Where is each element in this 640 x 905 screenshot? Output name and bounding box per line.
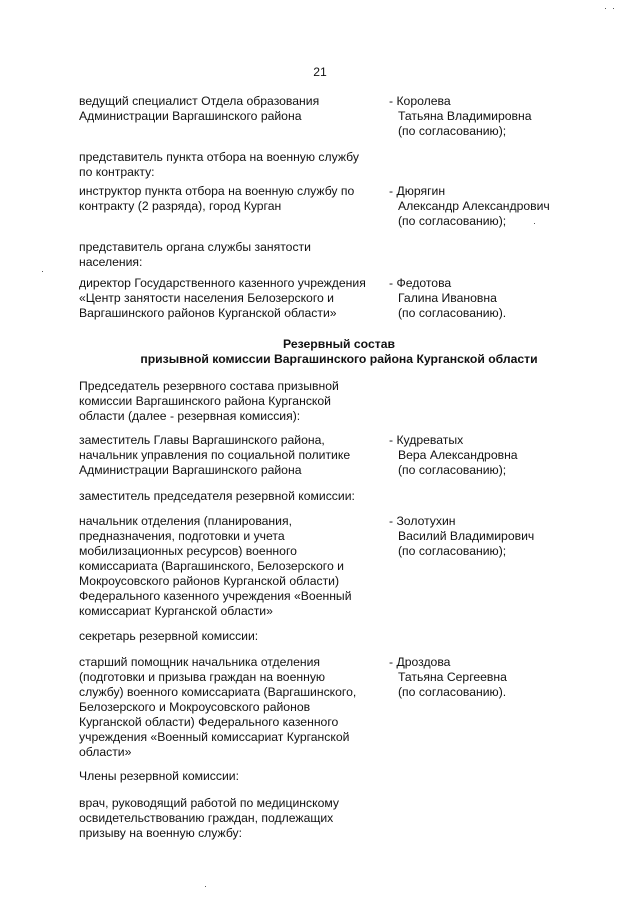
role-heading (79, 240, 389, 270)
role-heading (79, 150, 389, 180)
text-line: (подготовки и призыва граждан на военную (79, 670, 326, 684)
text-line: заместитель Главы Варгашинского района, (79, 433, 325, 447)
text-line: ведущий специалист Отдела образования (79, 94, 320, 108)
name-line: (по согласованию); (398, 214, 507, 228)
text-line: области» (79, 745, 132, 759)
name-line: (по согласованию); (398, 124, 507, 138)
scan-speck (534, 223, 535, 224)
text-line: комиссии Варгашинского района Курганской (79, 394, 331, 408)
role-heading (79, 489, 389, 504)
page-number: 21 (313, 65, 327, 79)
position-text (79, 276, 389, 321)
name-line: - Королева (389, 94, 451, 108)
name-line: (по согласованию). (398, 685, 507, 699)
text-line: Мокроусовского районов Курганской области) (79, 574, 340, 588)
text-line: Председатель резервного состава призывной (79, 379, 339, 393)
text-line: комиссариата (Варгашинского, Белозерского и (79, 559, 344, 573)
text-line: Варгашинского районов Курганской области» (79, 306, 337, 320)
text-line: Администрации Варгашинского района (79, 463, 302, 477)
role-heading (79, 629, 389, 644)
text-line: старший помощник начальника отделения (79, 655, 321, 669)
text-line: секретарь резервной комиссии: (79, 629, 259, 643)
text-line: области (далее - резервная комиссия): (79, 409, 301, 423)
member-name (389, 655, 589, 700)
name-line: (по согласованию); (398, 463, 507, 477)
section-heading (79, 337, 599, 367)
text-line: начальник управления по социальной политике (79, 448, 351, 462)
scan-speck (205, 886, 206, 887)
text-line: мобилизационных ресурсов) военного (79, 544, 297, 558)
member-name (389, 94, 589, 139)
text-line: контракту (2 разряда), город Курган (79, 199, 282, 213)
text-line: инструктор пункта отбора на военную службу по (79, 184, 355, 198)
scan-speck (605, 8, 606, 9)
role-heading (79, 379, 389, 424)
name-line: Татьяна Владимировна (398, 109, 532, 123)
name-line: Галина Ивановна (398, 291, 497, 305)
role-heading (79, 796, 389, 841)
text-line: службу) военного комиссариата (Варгашинского, (79, 685, 357, 699)
member-name (389, 514, 589, 559)
name-line: (по согласованию); (398, 544, 507, 558)
text-line: призыву на военную службу: (79, 826, 243, 840)
text-line: комиссариат Курганской области» (79, 604, 273, 618)
text-line: населения: (79, 255, 143, 269)
position-text (79, 655, 389, 760)
name-line: - Кудреватых (389, 433, 464, 447)
text-line: по контракту: (79, 165, 155, 179)
text-line: Федерального казенного учреждения «Военный (79, 589, 352, 603)
text-line: директор Государственного казенного учреждения (79, 276, 366, 290)
scan-speck (613, 8, 614, 9)
text-line: начальник отделения (планирования, (79, 514, 292, 528)
position-text (79, 514, 389, 619)
role-heading (79, 769, 389, 784)
name-line: Василий Владимирович (398, 529, 535, 543)
name-line: - Золотухин (389, 514, 456, 528)
name-line: (по согласованию). (398, 306, 507, 320)
position-text (79, 184, 389, 214)
name-line: Александр Александрович (398, 199, 550, 213)
heading-line: Резервный состав (283, 337, 395, 351)
text-line: врач, руководящий работой по медицинскому (79, 796, 339, 810)
text-line: освидетельствованию граждан, подлежащих (79, 811, 334, 825)
text-line: представитель органа службы занятости (79, 240, 311, 254)
name-line: Вера Александровна (398, 448, 518, 462)
text-line: представитель пункта отбора на военную службу (79, 150, 359, 164)
member-name (389, 184, 589, 229)
heading-line: призывной комиссии Варгашинского района Курганской области (140, 352, 538, 366)
position-text (79, 433, 389, 478)
text-line: предназначения, подготовки и учета (79, 529, 285, 543)
text-line: Члены резервной комиссии: (79, 769, 239, 783)
member-name (389, 433, 589, 478)
position-text (79, 94, 389, 124)
text-line: заместитель председателя резервной комиссии: (79, 489, 355, 503)
text-line: Администрации Варгашинского района (79, 109, 302, 123)
text-line: Белозерского и Мокроусовского районов (79, 700, 311, 714)
name-line: - Дюрягин (389, 184, 446, 198)
scan-speck (42, 271, 43, 272)
text-line: «Центр занятости населения Белозерского и (79, 291, 334, 305)
member-name (389, 276, 589, 321)
name-line: - Дроздова (389, 655, 451, 669)
text-line: учреждения «Военный комиссариат Курганской (79, 730, 350, 744)
name-line: Татьяна Сергеевна (398, 670, 507, 684)
text-line: Курганской области) Федерального казенного (79, 715, 339, 729)
name-line: - Федотова (389, 276, 452, 290)
